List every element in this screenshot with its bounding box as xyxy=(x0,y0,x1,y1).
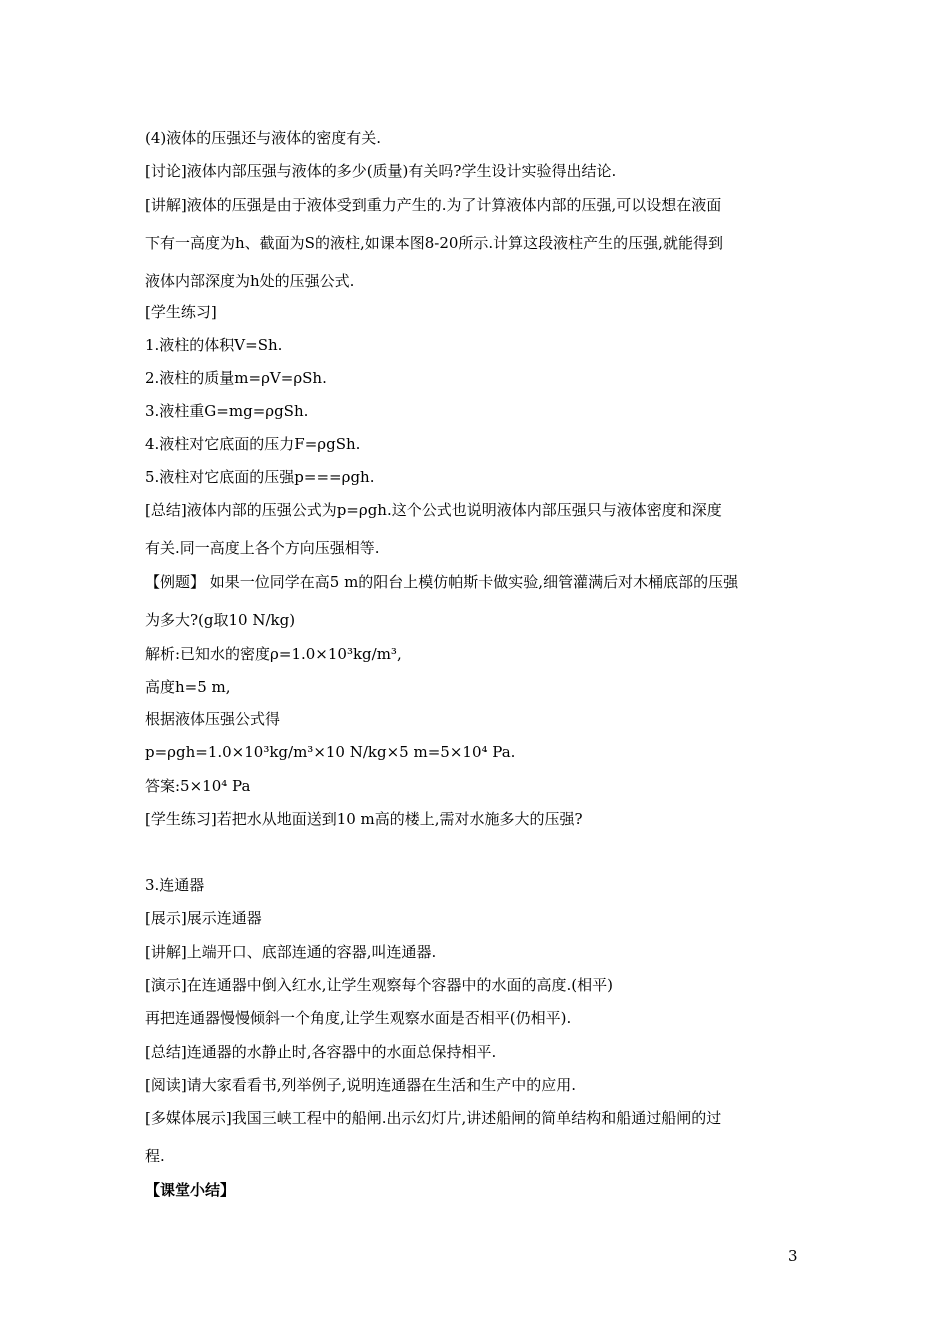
text-line: 【例题】 如果一位同学在高5 m的阳台上模仿帕斯卡做实验,细管灌满后对木桶底部的压强 xyxy=(145,573,739,591)
text-line: 程. xyxy=(145,1147,165,1165)
text-line: 解析:已知水的密度ρ=1.0×10³kg/m³, xyxy=(145,645,402,663)
text-line: [演示]在连通器中倒入红水,让学生观察每个容器中的水面的高度.(相平) xyxy=(145,976,613,994)
text-line: [多媒体展示]我国三峡工程中的船闸.出示幻灯片,讲述船闸的简单结构和船通过船闸的过 xyxy=(145,1109,722,1127)
text-line: 有关.同一高度上各个方向压强相等. xyxy=(145,539,380,557)
text-line: p=ρgh=1.0×10³kg/m³×10 N/kg×5 m=5×10⁴ Pa. xyxy=(145,743,516,761)
text-line: 下有一高度为h、截面为S的液柱,如课本图8-20所示.计算这段液柱产生的压强,就能得到 xyxy=(145,234,723,252)
text-line: 3.液柱重G=mg=ρgSh. xyxy=(145,402,309,420)
text-line: [展示]展示连通器 xyxy=(145,909,262,927)
section-heading: 3.连通器 xyxy=(145,876,205,894)
text-line: 1.液柱的体积V=Sh. xyxy=(145,336,283,354)
text-line: 答案:5×10⁴ Pa xyxy=(145,777,251,795)
text-line: [总结]液体内部的压强公式为p=ρgh.这个公式也说明液体内部压强只与液体密度和深度 xyxy=(145,501,722,519)
text-line: 再把连通器慢慢倾斜一个角度,让学生观察水面是否相平(仍相平). xyxy=(145,1009,572,1027)
text-line: 4.液柱对它底面的压力F=ρgSh. xyxy=(145,435,361,453)
text-line: [讨论]液体内部压强与液体的多少(质量)有关吗?学生设计实验得出结论. xyxy=(145,162,617,180)
text-line: 5.液柱对它底面的压强p===ρgh. xyxy=(145,468,375,486)
text-line: [阅读]请大家看看书,列举例子,说明连通器在生活和生产中的应用. xyxy=(145,1076,577,1094)
text-line: [讲解]上端开口、底部连通的容器,叫连通器. xyxy=(145,943,437,961)
page-number: 3 xyxy=(788,1247,798,1265)
text-line: [学生练习]若把水从地面送到10 m高的楼上,需对水施多大的压强? xyxy=(145,810,583,828)
summary-heading: 【课堂小结】 xyxy=(145,1181,236,1199)
text-line: 为多大?(g取10 N/kg) xyxy=(145,611,296,629)
text-line: [总结]连通器的水静止时,各容器中的水面总保持相平. xyxy=(145,1043,497,1061)
text-line: 高度h=5 m, xyxy=(145,678,231,696)
text-line: (4)液体的压强还与液体的密度有关. xyxy=(145,129,382,147)
text-line: [学生练习] xyxy=(145,303,217,321)
text-line: 液体内部深度为h处的压强公式. xyxy=(145,272,355,290)
text-line: 根据液体压强公式得 xyxy=(145,710,281,728)
text-line: [讲解]液体的压强是由于液体受到重力产生的.为了计算液体内部的压强,可以设想在液面 xyxy=(145,196,722,214)
text-line: 2.液柱的质量m=ρV=ρSh. xyxy=(145,369,327,387)
